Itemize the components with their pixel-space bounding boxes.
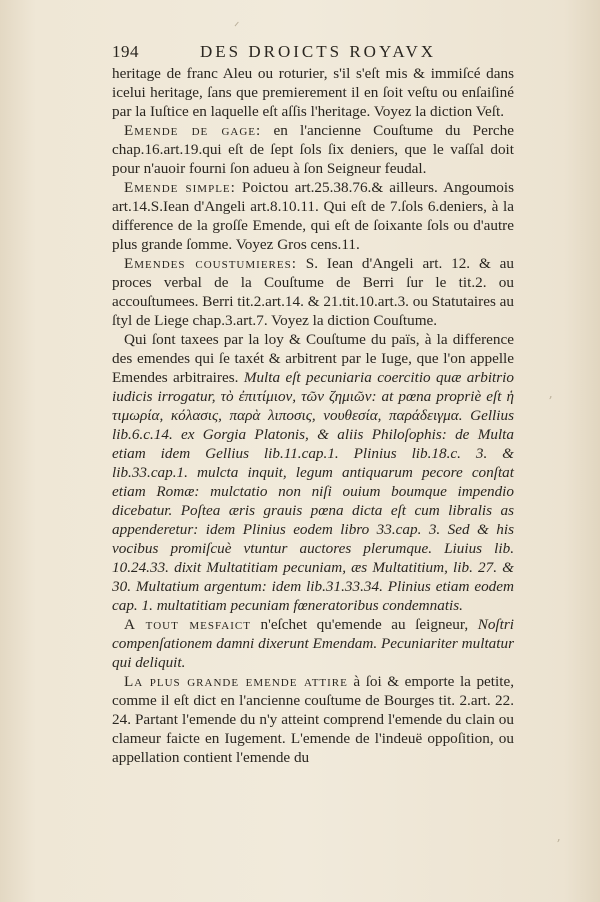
- stain-mark: ᐟ: [234, 20, 240, 35]
- paragraph: A tout meſfaict n'eſchet qu'emende au ſeigneur, Noſtri compenſationem damni dixerunt Emendam. Pecuniariter multatur qui deliquit.: [112, 616, 514, 671]
- page-number: 194: [112, 42, 139, 61]
- paragraph: heritage de franc Aleu ou roturier, s'il s'eſt mis & immiſcé dans icelui heritage, ſans que premierement il en ſoit veſtu ou enſaiſiné par la Iuſtice en laquelle eſt aſſis l'heritage. Voyez la diction Veſt.: [112, 65, 514, 120]
- paragraph: Emendes couſtumieres: S. Iean d'Angeli art. 12. & au proces verbal de la Couſtume de Berri ſur le tit.2. ou accouſtumees. Berri tit.2.art.14. & 21.tit.10.art.3. ou Statutaires au ſtyl de Liege chap.3.art.7. Voyez la diction Couſtume.: [112, 255, 514, 329]
- latin-gloss: Noſtri compenſationem damni dixerunt Emendam. Pecuniariter multatur qui deliquit.: [112, 616, 514, 671]
- page-header: [112, 42, 512, 64]
- entry-heading: Emende ſimple:: [124, 179, 236, 196]
- entry-heading: Emende de gage:: [124, 122, 262, 139]
- entry-heading: A tout meſfaict: [124, 616, 251, 633]
- paragraph: La plus grande emende attire à ſoi & emporte la petite, comme il eſt dict en l'ancienne couſtume de Bourges tit. 2.art. 22. 24. Partant l'emende du n'y atteint comprend l'emende du clain ou clameur faicte en Iugement. L'emende de l'indeuë oppoſition, ou appellation contient l'emende du: [112, 673, 514, 766]
- latin-gloss: Multa eſt pecuniaria coercitio quæ arbitrio iudicis irrogatur, τὸ ἐπιτίμιον, τῶν ζημιῶν: at pœna propriè eſt ἡ τιμωρία, κόλασις, παρὰ λιποσις, νουθεσία, παράδειγμα. Gellius lib.6.c.14. ex Gorgia Platonis, & aliis Philoſophis: de Multa etiam idem Gellius lib.11.cap.1. Plinius lib.18.c. 3. & lib.33.cap.1. mulcta inquit, legum antiquarum pecore conſtat etiam Romæ: mulctatio non niſi ouium boumque impendio dicebatur. Poſtea æris grauis pœna dicta eſt cum libralis as appenderetur: idem Plinius eodem libro 33.cap. 3. Sed & his vocibus promiſcuè vtuntur auctores plerumque. Liuius lib. 10.24.33. dixit Multatitiam pecuniam, æs Multatitium, lib. 27. & 30. Multatium argentum: idem lib.31.33.34. Plinius etiam eodem cap. 1. multatitiam pecuniam fœneratoribus condemnatis.: [112, 369, 514, 614]
- paragraph: Emende ſimple: Poictou art.25.38.76.& ailleurs. Angoumois art.14.S.Iean d'Angeli art.8.10.11. Qui eſt de 7.ſols 6.deniers, à la difference de la groſſe Emende, qui eſt de ſoixante ſols ou d'autre plus grande ſomme. Voyez Gros cens.11.: [112, 179, 514, 253]
- running-title: DES DROICTS ROYAVX: [200, 42, 436, 61]
- body-text: [112, 64, 514, 767]
- margin-mark: ʼ: [548, 395, 553, 410]
- entry-heading: La plus grande emende attire: [124, 673, 348, 690]
- entry-heading: Emendes couſtumieres:: [124, 255, 297, 272]
- margin-mark: ʼ: [556, 838, 561, 853]
- paragraph: Qui ſont taxees par la loy & Couſtume du païs, à la difference des emendes qui ſe taxét & arbitrent par le Iuge, que l'on appelle Emendes arbitraires. Multa eſt pecuniaria coercitio quæ arbitrio iudicis irrogatur, τὸ ἐπιτίμιον, τῶν ζημιῶν: at pœna propriè eſt ἡ τιμωρία, κόλασις, παρὰ λιποσις, νουθεσία, παράδειγμα. Gellius lib.6.c.14. ex Gorgia Platonis, & aliis Philoſophis: de Multa etiam idem Gellius lib.11.cap.1. Plinius lib.18.c. 3. & lib.33.cap.1. mulcta inquit, legum antiquarum pecore conſtat etiam Romæ: mulctatio non niſi ouium boumque impendio dicebatur. Poſtea æris grauis pœna dicta eſt cum libralis as appenderetur: idem Plinius eodem libro 33.cap. 3. Sed & his vocibus promiſcuè vtuntur auctores plerumque. Liuius lib. 10.24.33. dixit Multatitiam pecuniam, æs Multatitium, lib. 27. & 30. Multatium argentum: idem lib.31.33.34. Plinius etiam eodem cap. 1. multatitiam pecuniam fœneratoribus condemnatis.: [112, 331, 514, 614]
- paragraph: Emende de gage: en l'ancienne Couſtume du Perche chap.16.art.19.qui eſt de ſept ſols ſix deniers, que le vaſſal doit pour n'auoir fourni ſon adueu à ſon Seigneur feudal.: [112, 122, 514, 177]
